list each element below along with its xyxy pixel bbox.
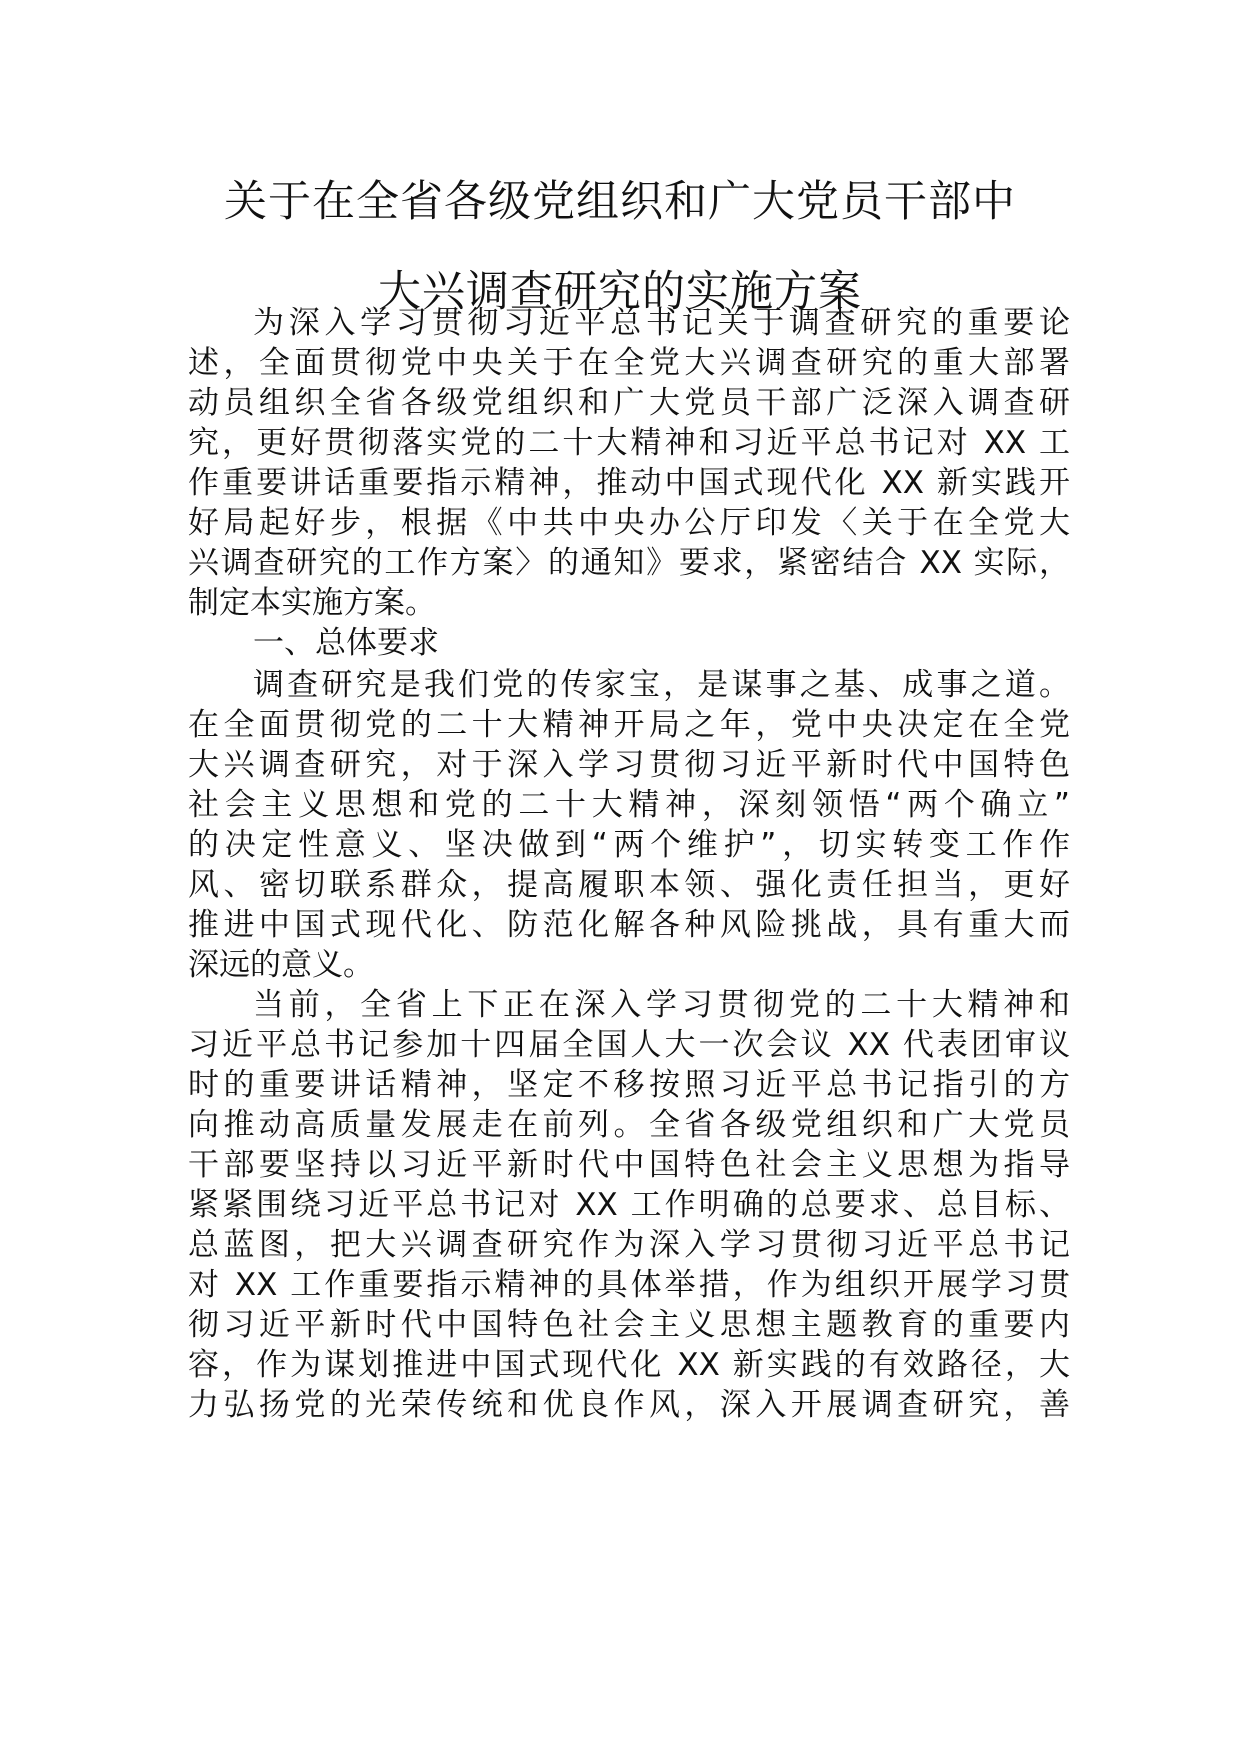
paragraph-2-line-2: 在全面贯彻党的二十大精神开局之年，党中央决定在全党	[188, 707, 1070, 743]
document-title-line-2: 大兴调查研究的实施方案	[378, 267, 862, 317]
paragraph-3-line-7: 总蓝图，把大兴调查研究作为深入学习贯彻习近平总书记	[188, 1227, 1070, 1263]
paragraph-3-line-1: 当前，全省上下正在深入学习贯彻党的二十大精神和	[253, 987, 1070, 1023]
paragraph-1-line-8: 制定本实施方案。	[188, 585, 436, 621]
paragraph-1-line-1: 为深入学习贯彻习近平总书记关于调查研究的重要论	[253, 305, 1070, 341]
paragraph-2-line-3: 大兴调查研究，对于深入学习贯彻习近平新时代中国特色	[188, 747, 1070, 783]
paragraph-3-line-9: 彻习近平新时代中国特色社会主义思想主题教育的重要内	[188, 1307, 1070, 1343]
paragraph-1-line-2: 述，全面贯彻党中央关于在全党大兴调查研究的重大部署	[188, 345, 1070, 381]
paragraph-2-line-7: 推进中国式现代化、防范化解各种风险挑战，具有重大而	[188, 907, 1070, 943]
paragraph-3-line-6: 紧紧围绕习近平总书记对 XX 工作明确的总要求、总目标、	[188, 1187, 1070, 1223]
paragraph-1-line-7: 兴调查研究的工作方案〉的通知》要求，紧密结合 XX 实际，	[188, 545, 1070, 581]
section-heading-general-requirements: 一、总体要求	[253, 625, 439, 661]
paragraph-1-line-4: 究，更好贯彻落实党的二十大精神和习近平总书记对 XX 工	[188, 425, 1070, 461]
paragraph-1-line-5: 作重要讲话重要指示精神，推动中国式现代化 XX 新实践开	[188, 465, 1070, 501]
paragraph-3-line-3: 时的重要讲话精神，坚定不移按照习近平总书记指引的方	[188, 1067, 1070, 1103]
paragraph-3-line-11: 力弘扬党的光荣传统和优良作风，深入开展调查研究，善	[188, 1387, 1070, 1423]
paragraph-1-line-3: 动员组织全省各级党组织和广大党员干部广泛深入调查研	[188, 385, 1070, 421]
paragraph-3-line-8: 对 XX 工作重要指示精神的具体举措，作为组织开展学习贯	[188, 1267, 1070, 1303]
paragraph-3-line-10: 容，作为谋划推进中国式现代化 XX 新实践的有效路径，大	[188, 1347, 1070, 1383]
paragraph-3-line-4: 向推动高质量发展走在前列。全省各级党组织和广大党员	[188, 1107, 1070, 1143]
paragraph-3-line-2: 习近平总书记参加十四届全国人大一次会议 XX 代表团审议	[188, 1027, 1070, 1063]
paragraph-2-line-6: 风、密切联系群众，提高履职本领、强化责任担当，更好	[188, 867, 1070, 903]
document-title-line-1: 关于在全省各级党组织和广大党员干部中	[224, 177, 1016, 227]
paragraph-2-line-8: 深远的意义。	[188, 947, 374, 983]
paragraph-2-line-5: 的决定性意义、坚决做到“两个维护”，切实转变工作作	[188, 827, 1070, 863]
paragraph-2-line-1: 调查研究是我们党的传家宝，是谋事之基、成事之道。	[253, 667, 1070, 703]
paragraph-1-line-6: 好局起好步，根据《中共中央办公厅印发〈关于在全党大	[188, 505, 1070, 541]
paragraph-3-line-5: 干部要坚持以习近平新时代中国特色社会主义思想为指导	[188, 1147, 1070, 1183]
paragraph-2-line-4: 社会主义思想和党的二十大精神，深刻领悟“两个确立”	[188, 787, 1070, 823]
